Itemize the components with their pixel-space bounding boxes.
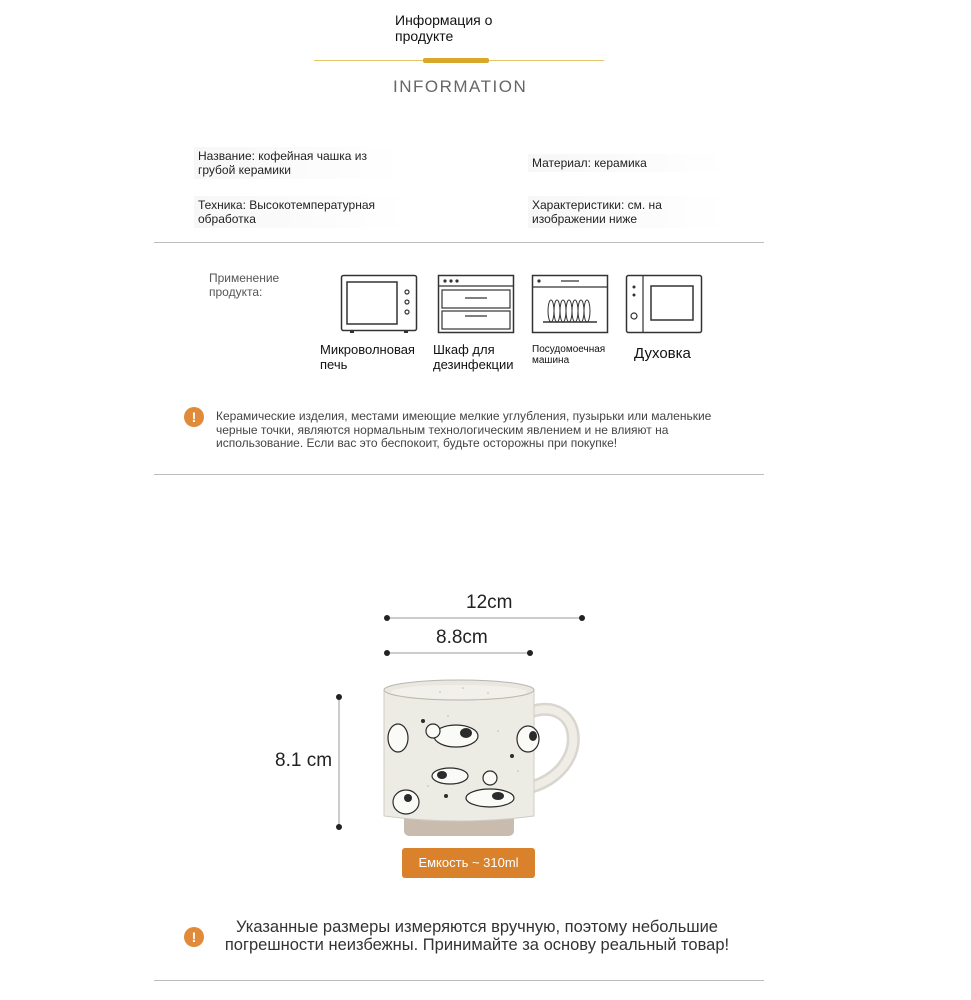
disinfection-cabinet-icon bbox=[437, 274, 515, 334]
capacity-badge: Емкость ~ 310ml bbox=[402, 848, 535, 878]
mug-image bbox=[378, 676, 588, 841]
oven-icon bbox=[625, 274, 703, 334]
usage-label: Применение продукта: bbox=[209, 271, 280, 299]
height-dimension-line bbox=[332, 692, 346, 832]
appliance-label-oven: Духовка bbox=[634, 345, 691, 362]
section-divider bbox=[154, 980, 764, 981]
microwave-icon bbox=[340, 274, 418, 334]
measurement-notice: Указанные размеры измеряются вручную, поэтому небольшие погрешности неизбежны. Принимайте за основу реальный товар! bbox=[224, 918, 730, 954]
ceramics-notice: Керамические изделия, местами имеющие мелкие углубления, пузырьки или маленькие черные точки, являются нормальным технологическим явлением и не влияют на использование. Если вас это беспокоит, будьте осторожны при покупке! bbox=[216, 409, 712, 450]
total-width-label: 12cm bbox=[466, 592, 513, 613]
spec-characteristics: Характеристики: см. на изображении ниже bbox=[528, 196, 726, 228]
section-subtitle: INFORMATION bbox=[393, 77, 528, 96]
exclamation-icon: ! bbox=[184, 927, 204, 947]
header-accent-bar bbox=[423, 58, 489, 63]
spec-material: Материал: керамика bbox=[528, 154, 726, 172]
height-label: 8.1 cm bbox=[275, 750, 333, 771]
spec-technique: Техника: Высокотемпературная обработка bbox=[194, 196, 407, 228]
spec-name: Название: кофейная чашка из грубой керамики bbox=[194, 147, 402, 179]
top-width-label: 8.8cm bbox=[436, 627, 488, 648]
appliance-label-disinfection: Шкаф для дезинфекции bbox=[433, 342, 514, 372]
appliance-label-dishwasher: Посудомоечная машина bbox=[532, 344, 606, 366]
appliance-label-microwave: Микроволновая печь bbox=[320, 342, 415, 372]
section-title: Информация о продукте bbox=[395, 12, 493, 44]
exclamation-icon: ! bbox=[184, 407, 204, 427]
section-divider bbox=[154, 242, 764, 243]
dishwasher-icon bbox=[531, 274, 609, 334]
section-divider bbox=[154, 474, 764, 475]
